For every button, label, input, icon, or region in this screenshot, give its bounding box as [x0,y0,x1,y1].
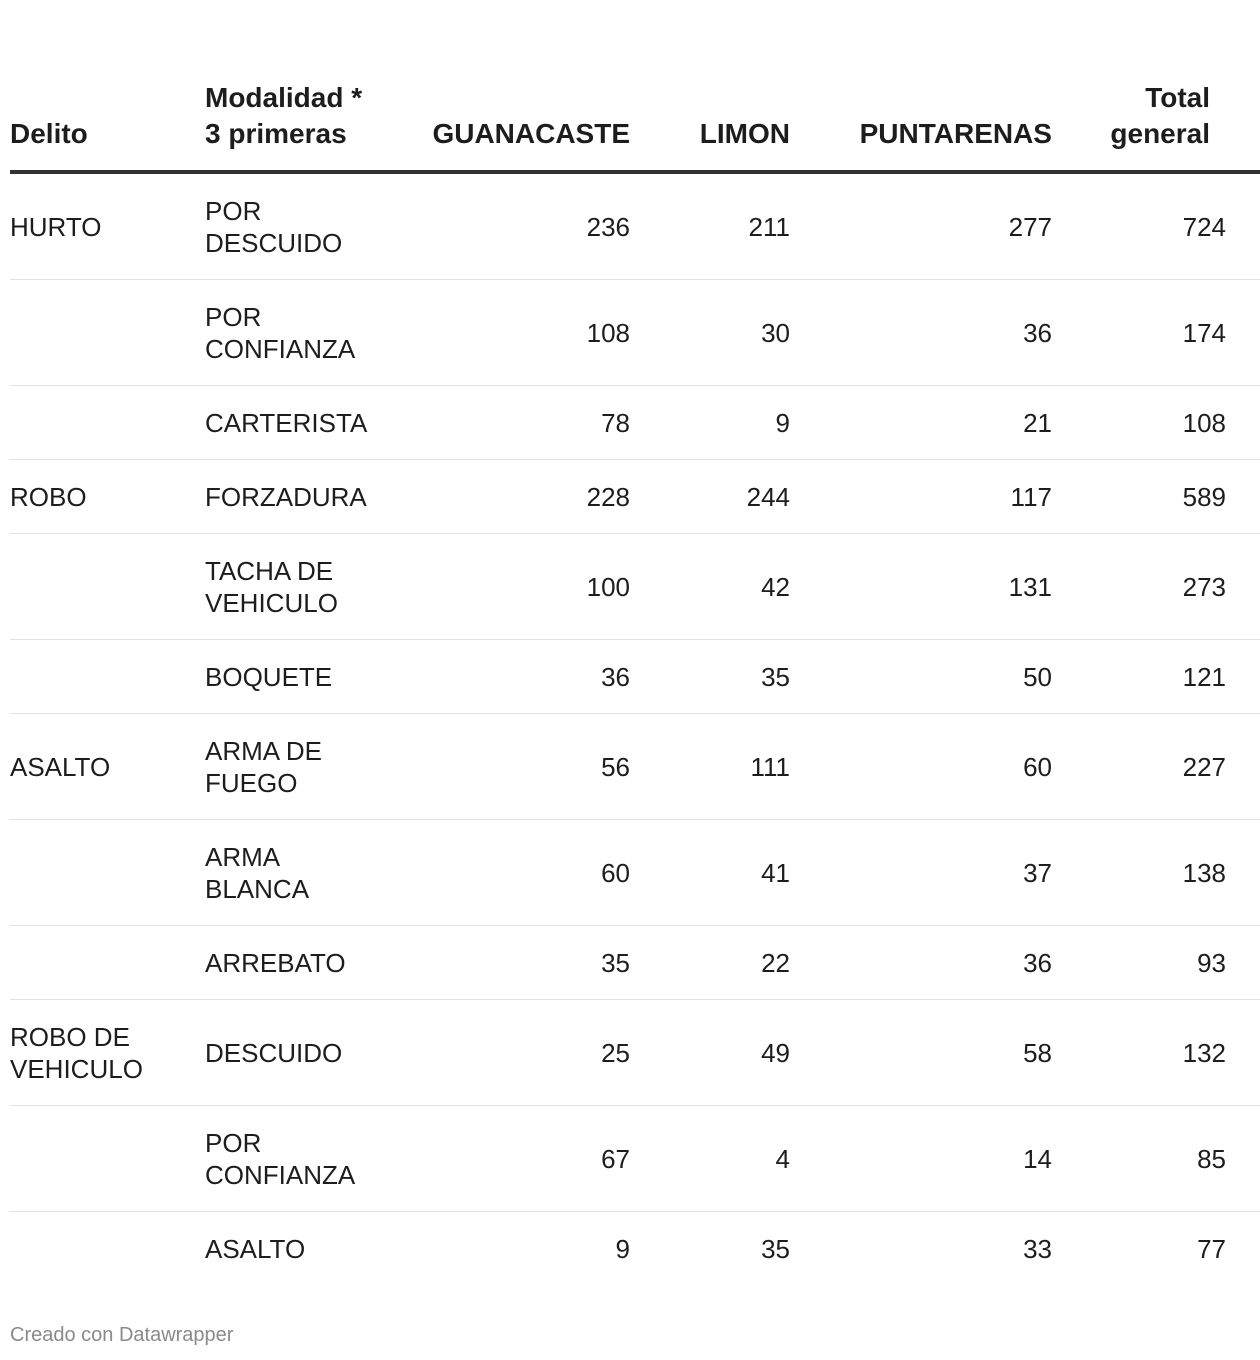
cell-modalidad: POR CONFIANZA [205,1106,380,1212]
cell-puntarenas: 14 [790,1106,1052,1212]
cell-limon: 22 [630,926,790,1000]
table-row [10,534,1260,640]
table-row [10,1000,1260,1106]
table-row [10,1106,1260,1212]
cell-guanacaste: 108 [380,280,630,386]
table-row [10,172,1260,280]
cell-modalidad: FORZADURA [205,460,380,534]
cell-delito: ROBO DE VEHICULO [10,1000,205,1106]
cell-guanacaste: 78 [380,386,630,460]
cell-modalidad: POR DESCUIDO [205,172,380,280]
header-modalidad[interactable]: Modalidad * 3 primeras [205,0,380,172]
cell-delito: HURTO [10,172,205,280]
cell-delito [10,1106,205,1212]
cell-delito [10,1212,205,1286]
cell-limon: 211 [630,172,790,280]
cell-guanacaste: 100 [380,534,630,640]
cell-puntarenas: 277 [790,172,1052,280]
cell-total: 108 [1052,386,1260,460]
cell-total: 589 [1052,460,1260,534]
table-container [10,0,1226,1285]
header-guanacaste[interactable]: GUANACASTE [380,0,630,172]
cell-limon: 4 [630,1106,790,1212]
cell-puntarenas: 131 [790,534,1052,640]
cell-delito [10,386,205,460]
cell-limon: 9 [630,386,790,460]
cell-puntarenas: 117 [790,460,1052,534]
cell-total: 227 [1052,714,1260,820]
cell-total: 174 [1052,280,1260,386]
cell-guanacaste: 67 [380,1106,630,1212]
cell-limon: 42 [630,534,790,640]
table-row [10,820,1260,926]
header-delito[interactable]: Delito [10,0,205,172]
cell-delito: ASALTO [10,714,205,820]
cell-guanacaste: 36 [380,640,630,714]
cell-guanacaste: 9 [615,1233,630,1264]
cell-puntarenas: 36 [790,926,1052,1000]
cell-total: 93 [1052,926,1260,1000]
crime-table [10,0,1260,1285]
header-row [10,0,1260,172]
cell-modalidad: ASALTO [205,1233,306,1264]
cell-limon: 244 [630,460,790,534]
cell-delito [10,820,205,926]
cell-modalidad: TACHA DE VEHICULO [205,534,380,640]
header-limon[interactable]: LIMON [630,0,790,172]
table-row [10,714,1260,820]
table-body [10,172,1260,1285]
cell-total: 132 [1052,1000,1260,1106]
cell-puntarenas: 36 [790,280,1052,386]
header-total[interactable]: Total general [1052,0,1260,172]
cell-modalidad: POR CONFIANZA [205,280,380,386]
cell-puntarenas: 37 [790,820,1052,926]
header-puntarenas[interactable]: PUNTARENAS [790,0,1052,172]
cell-total: 273 [1052,534,1260,640]
cell-total: 724 [1052,172,1260,280]
table-row [10,640,1260,714]
cell-total: 85 [1052,1106,1260,1212]
cell-guanacaste: 236 [380,172,630,280]
cell-limon: 35 [761,1233,790,1264]
table-row [10,926,1260,1000]
cell-delito: ROBO [10,460,205,534]
cell-guanacaste: 60 [380,820,630,926]
cell-limon: 30 [630,280,790,386]
cell-limon: 49 [630,1000,790,1106]
cell-puntarenas: 21 [790,386,1052,460]
cell-delito [10,640,205,714]
cell-guanacaste: 25 [380,1000,630,1106]
cell-puntarenas: 60 [790,714,1052,820]
cell-puntarenas: 50 [790,640,1052,714]
table-row [10,460,1260,534]
cell-guanacaste: 35 [380,926,630,1000]
footer-credit[interactable]: Creado con Datawrapper [10,1324,234,1346]
cell-delito [10,534,205,640]
cell-guanacaste: 228 [380,460,630,534]
cell-puntarenas: 58 [790,1000,1052,1106]
cell-puntarenas: 33 [1023,1233,1052,1264]
cell-modalidad: CARTERISTA [205,386,380,460]
cell-total: 121 [1052,640,1260,714]
cell-limon: 35 [630,640,790,714]
cell-modalidad: ARREBATO [205,926,380,1000]
cell-limon: 111 [630,714,790,820]
cell-modalidad: ARMA DE FUEGO [205,714,380,820]
cell-limon: 41 [630,820,790,926]
cell-guanacaste: 56 [380,714,630,820]
cell-total: 138 [1052,820,1260,926]
table-row [10,280,1260,386]
cell-total: 77 [1197,1233,1226,1264]
cell-delito [10,926,205,1000]
cell-delito [10,280,205,386]
cell-modalidad: DESCUIDO [205,1000,380,1106]
cell-modalidad: ARMA BLANCA [205,820,380,926]
table-row [10,386,1260,460]
cell-modalidad: BOQUETE [205,640,380,714]
table-row [10,1212,1260,1286]
